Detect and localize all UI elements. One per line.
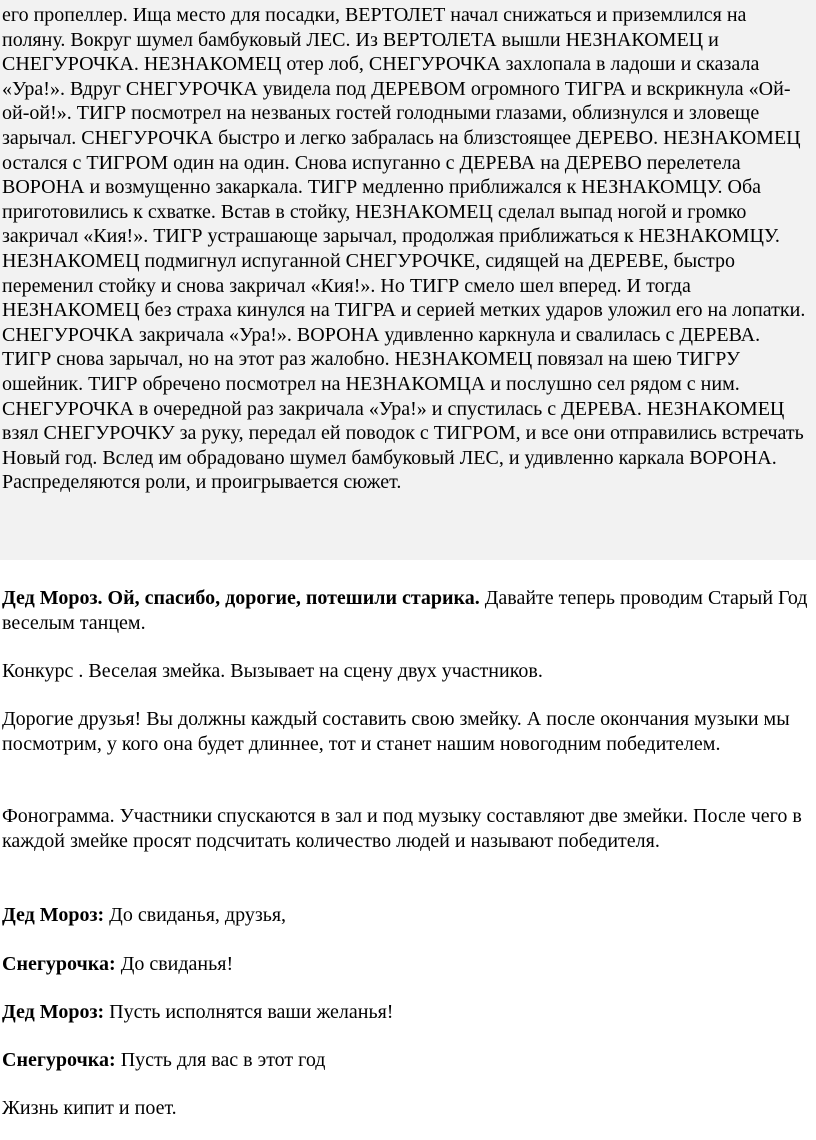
speaker-label: Дед Мороз. Ой, спасибо, дорогие, потешили старика. (2, 587, 480, 609)
script-paragraph-8 (2, 1048, 810, 1073)
script-paragraph-9: Жизнь кипит и поет. (2, 1097, 177, 1119)
script-paragraph-6 (2, 952, 810, 977)
script-paragraph-7 (2, 1000, 810, 1025)
paragraph-text: До свиданья! (115, 953, 234, 975)
paragraph-text: Давайте теперь проводим Старый Год веселым танцем. (2, 587, 808, 634)
paragraph-text: До свиданья, друзья, (104, 904, 287, 926)
speaker-label: Снегурочка: (2, 953, 116, 975)
story-block (0, 0, 816, 560)
script-paragraph-5 (2, 903, 810, 928)
script-paragraph-4: Фонограмма. Участники спускаются в зал и под музыку составляют две змейки. После чего в каждой змейке просят подсчитать количество людей и называют победителя. (2, 805, 802, 852)
script-paragraph-1 (2, 586, 810, 635)
story-paragraph: его пропеллер. Ища место для посадки, ВЕРТОЛЕТ начал снижаться и приземлился на поляну. Вокруг шумел бамбуковый ЛЕС. Из ВЕРТОЛЕТА вышли НЕЗНАКОМЕЦ и СНЕГУРОЧКА. НЕЗНАКОМЕЦ отер лоб, СНЕГУРОЧКА захлопала в ладоши и сказала «Ура!». Вдруг СНЕГУРОЧКА увидела под ДЕРЕВОМ огромного ТИГРА и вскрикнула «Ой-ой-ой!». ТИГР посмотрел на незваных гостей голодными глазами, облизнулся и зловеще зарычал. СНЕГУРОЧКА быстро и легко забралась на близстоящее ДЕРЕВО. НЕЗНАКОМЕЦ остался с ТИГРОМ один на один. Снова испуганно с ДЕРЕВА на ДЕРЕВО перелетела ВОРОНА и возмущенно закаркала. ТИГР медленно приближался к НЕЗНАКОМЦУ. Оба приготовились к схватке. Встав в стойку, НЕЗНАКОМЕЦ сделал выпад ногой и громко закричал «Кия!». ТИГР устрашающе зарычал, продолжая приближаться к НЕЗНАКОМЦУ. НЕЗНАКОМЕЦ подмигнул испуганной СНЕГУРОЧКЕ, сидящей на ДЕРЕВЕ, быстро переменил стойку и снова закричал «Кия!». Но ТИГР смело шел вперед. И тогда НЕЗНАКОМЕЦ без страха кинулся на ТИГРА и серией метких ударов уложил его на лопатки. СНЕГУРОЧКА закричала «Ура!». ВОРОНА удивленно каркнула и свалилась с ДЕРЕВА. ТИГР снова зарычал, но на этот раз жалобно. НЕЗНАКОМЕЦ повязал на шею ТИГРУ ошейник. ТИГР обречено посмотрел на НЕЗНАКОМЦА и послушно сел рядом с ним. СНЕГУРОЧКА в очередной раз закричала «Ура!» и спустилась с ДЕРЕВА. НЕЗНАКОМЕЦ взял СНЕГУРОЧКУ за руку, передал ей поводок с ТИГРОМ, и все они отправились встречать Новый год. Вслед им обрадовано шумел бамбуковый ЛЕС, и удивленно каркала ВОРОНА. Распределяются роли, и проигрывается сюжет. (2, 4, 806, 494)
script-paragraph-2: Конкурс . Веселая змейка. Вызывает на сцену двух участников. (2, 660, 543, 682)
script-paragraph-3: Дорогие друзья! Вы должны каждый составить свою змейку. А после окончания музыки мы посмотрим, у кого она будет длиннее, тот и станет нашим новогодним победителем. (2, 708, 790, 755)
paragraph-text: Пусть исполнятся ваши желанья! (104, 1001, 394, 1023)
speaker-label: Дед Мороз: (2, 904, 105, 926)
paragraph-text: Пусть для вас в этот год (115, 1049, 326, 1071)
speaker-label: Дед Мороз: (2, 1001, 105, 1023)
speaker-label: Снегурочка: (2, 1049, 116, 1071)
